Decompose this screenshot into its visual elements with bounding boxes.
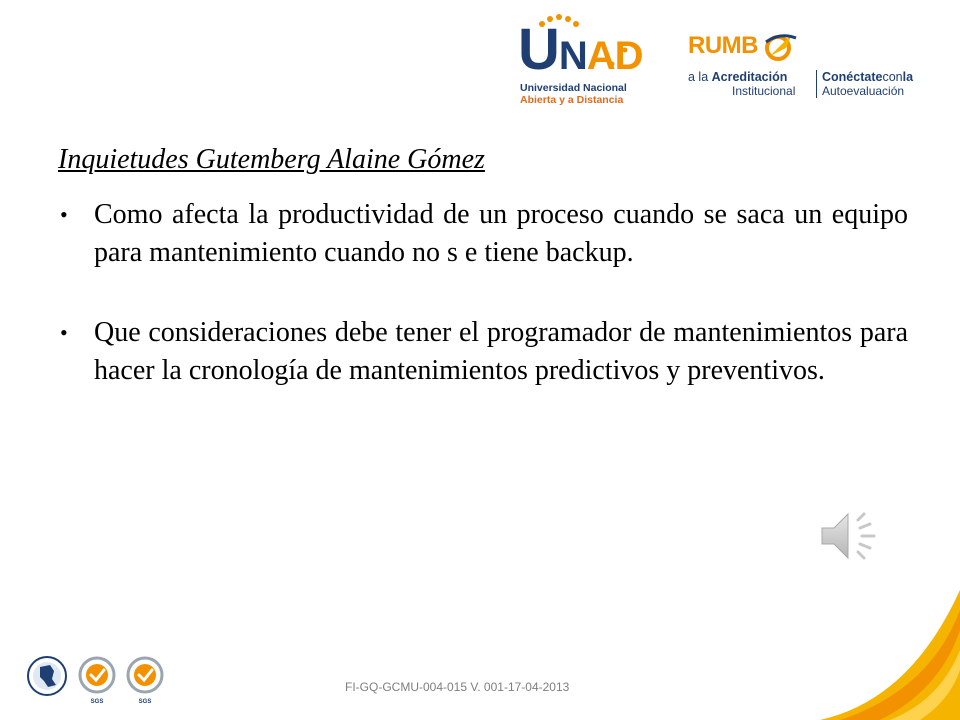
unad-wordmark <box>518 16 643 83</box>
seal-label: SGS <box>138 699 152 705</box>
compass-o-icon <box>762 30 800 64</box>
unad-logo <box>512 12 642 112</box>
unad-subtitle-line1: Universidad Nacional <box>520 82 627 94</box>
sgs-check-graphic <box>76 655 118 697</box>
rumbo-line2: Institucional <box>732 84 796 98</box>
rumbo-line1 <box>688 70 787 84</box>
rumbo-line1-prefix: a la <box>688 70 712 84</box>
bullet-text: Que consideraciones debe tener el programador de mantenimientos para hacer la cronología de mantenimientos predictivos y preventivos. <box>94 317 908 386</box>
unad-letter-n: N <box>558 34 587 78</box>
bullet-item <box>60 314 908 390</box>
unad-letter-u: U <box>518 17 559 82</box>
colombia-seal-icon <box>26 655 68 705</box>
corner-swoosh-decoration <box>820 590 960 720</box>
rumbo-line1-bold: Acreditación <box>711 70 788 84</box>
footer-code: FI-GQ-GCMU-004-015 V. 001-17-04-2013 <box>345 680 570 694</box>
bullet-marker: • <box>60 320 68 345</box>
rumbo-right1-a: Conéctate <box>822 70 883 84</box>
speaker-icon[interactable] <box>818 506 884 566</box>
bullet-item <box>60 196 908 272</box>
rumbo-right1-b: con <box>882 70 903 84</box>
colombia-seal-graphic <box>26 655 68 697</box>
rumbo-divider <box>816 70 817 98</box>
sgs-check-seal-icon <box>124 655 166 705</box>
rumbo-logo <box>688 32 928 104</box>
unad-letters-ad: AD <box>586 34 643 78</box>
rumbo-wordmark: RUMB <box>688 32 758 59</box>
bullet-list <box>60 196 908 390</box>
rumbo-right1-c: la <box>902 70 914 84</box>
unad-subtitle <box>520 82 627 106</box>
seal-label: SGS <box>90 699 104 705</box>
sgs-check-seal-icon <box>76 655 118 705</box>
bullet-text: Como afecta la productividad de un proceso cuando se saca un equipo para mantenimiento cuando no s e tiene backup. <box>94 199 908 268</box>
rumbo-right-line2: Autoevaluación <box>822 84 905 98</box>
sgs-check-graphic <box>124 655 166 697</box>
rumbo-right-line1 <box>822 70 913 84</box>
unad-subtitle-line2: Abierta y a Distancia <box>520 94 624 106</box>
slide-title: Inquietudes Gutemberg Alaine Gómez <box>58 144 485 175</box>
bullet-marker: • <box>60 202 68 227</box>
